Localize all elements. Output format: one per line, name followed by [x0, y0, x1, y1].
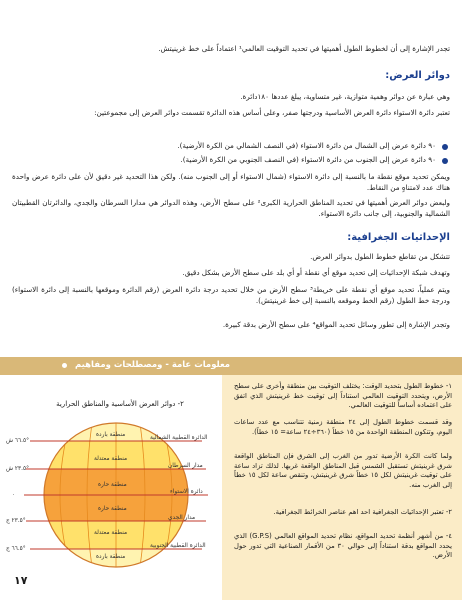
zone-label: منطقة معتدلة [94, 530, 128, 536]
latitude-label: °٦٦.٥ ج [6, 546, 26, 552]
info-band-title: معلومات عامة - ومصطلحات ومفاهيم [75, 360, 231, 370]
latitude-label: °٢٣.٥ ش [6, 466, 30, 472]
note-time-1: ١- خطوط الطول بتحديد الوقت: يختلف التوقيت بين منطقة وأخرى على سطح الأرض، ويتحدد التوقيت العالمي استناداً إلى توقيت خط غرينيتش الذي اتفق على اعتماده أساساً للتوقيت العالمي. [234, 382, 452, 410]
note-gps: ٤- من أشهر أنظمة تحديد المواقع، نظام تحديد المواقع العالمي (G.P.S) الذي يحدد المواقع بدقة استناداً إلى حوالي ٣٠ من الأقمار الصناعية التي تدور حول الأرض. [234, 532, 453, 560]
circle-label: دائرة الاستواء [170, 489, 203, 495]
page-number: ١٧ [14, 574, 28, 587]
paragraph-coords-2: وتهدف شبكة الإحداثيات إلى تحديد موقع أي نقطة أو أي بلد على سطح الأرض بشكل دقيق. [182, 268, 450, 277]
bullet-north: ٩٠ دائرة عرض إلى الشمال من دائرة الاستواء (في النصف الشمالي من الكرة الأرضية). [177, 141, 436, 150]
bullet-south: ٩٠ دائرة عرض إلى الجنوب من دائرة الاستواء (في النصف الجنوبي من الكرة الأرضية). [180, 155, 436, 164]
band-dot-icon [62, 363, 67, 368]
paragraph-coords-3: ويتم عملياً، تحديد موقع أي نقطة على خريطة³ سطح الأرض من خلال تحديد درجة دائرة العرض (رقم الدائرة وموقعها بالنسبة إلى دائرة الاستواء) ودرجة خط الطول (رقم الخط وموقعه بالنسبة إلى خط غرينيتش). [12, 285, 450, 305]
paragraph-latitudes-intro: وهي عبارة عن دوائر وهمية متوازية، غير متساوية، يبلغ عددها ١٨٠دائرة. [240, 92, 450, 101]
circle-label: مدار الجدي [168, 515, 196, 521]
heading-coordinates: الإحداثيات الجغرافية: [347, 232, 450, 243]
paragraph-zones: ولبعض دوائر العرض أهميتها في تحديد المناطق الحرارية الكبرى² على سطح الأرض، وهذه الدوائر هي مدارا السرطان والجدي، والدائرتان القطبيتان الشمالية والجنوبية، إلى جانب دائرة الاستواء. [12, 198, 451, 218]
latitude-label: °٦٦.٥ ش [6, 438, 30, 444]
note-coordinates: ٢- تعتبر الإحداثيات الجغرافية احد اهم عناصر الخرائط الجغرافية. [273, 508, 452, 516]
paragraph-coords-4: وتجدر الإشارة إلى تطور وسائل تحديد المواقع⁴ على سطح الأرض بدقة كبيرة. [222, 320, 450, 329]
note-time-3: ولما كانت الكرة الأرضية تدور من الغرب إلى الشرق فإن المناطق الواقعة شرق غرينيتش تستقبل الشمس قبل المناطق الواقعة غربها. لذلك تزاد ساعة على توقيت غرينيتش لكل ١٥ خطاً شرق غرينيتش، وتنقص ساعة لكل ١٥ خطاً إلى الغرب منه. [234, 452, 452, 489]
paragraph-position: ويمكن تحديد موقع نقطة ما بالنسبة إلى دائرة الاستواء (شمال الاستواء أو إلى الجنوب منه). ولكن هذا التحديد غير دقيق لأن على دائرة عرض واحدة هناك عدد لامتناهٍ من النقاط. [12, 172, 450, 192]
note-time-2: وقد قسمت خطوط الطول إلى ٢٤ منطقة زمنية تتناسب مع عدد ساعات اليوم، وتتكون المنطقة الواحدة من ١٥ خطاً (٣٦٠÷٢٤ ساعة= ١٥ خطاً). [234, 418, 452, 436]
paragraph-coords-1: تتشكل من تقاطع خطوط الطول بدوائر العرض. [310, 252, 450, 261]
zone-label: منطقة معتدلة [94, 456, 128, 462]
zone-label: منطقة حارة [98, 506, 127, 512]
zone-label: منطقة باردة [96, 432, 126, 438]
bullet-icon [442, 144, 448, 150]
bullet-icon [442, 158, 448, 164]
figure-title: ٢- دوائر العرض الأساسية والمناطق الحرارية [56, 400, 184, 408]
latitude-label: ٠ [12, 492, 16, 498]
heading-latitudes: دوائر العرض: [385, 70, 450, 81]
paragraph-timing: تجدر الإشارة إلى أن لخطوط الطول أهميتها في تحديد التوقيت العالمي¹ اعتماداً على خط غرينيتش. [158, 44, 450, 53]
zone-label: منطقة باردة [96, 554, 126, 560]
circle-label: الدائرة القطبية الشمالية [150, 435, 208, 441]
info-band [0, 357, 462, 375]
zone-label: منطقة حارة [98, 482, 127, 488]
paragraph-equator: تعتبر دائرة الاستواء دائرة العرض الأساسية ودرجتها صفر، وعلى أساس هذه الدائرة تقسمت دوائر العرض إلى مجموعتين: [94, 108, 450, 117]
circle-label: الدائرة القطبية الجنوبية [150, 543, 206, 549]
circle-label: مدار السرطان [168, 463, 203, 469]
latitude-label: °٢٣.٥ ج [6, 518, 26, 524]
